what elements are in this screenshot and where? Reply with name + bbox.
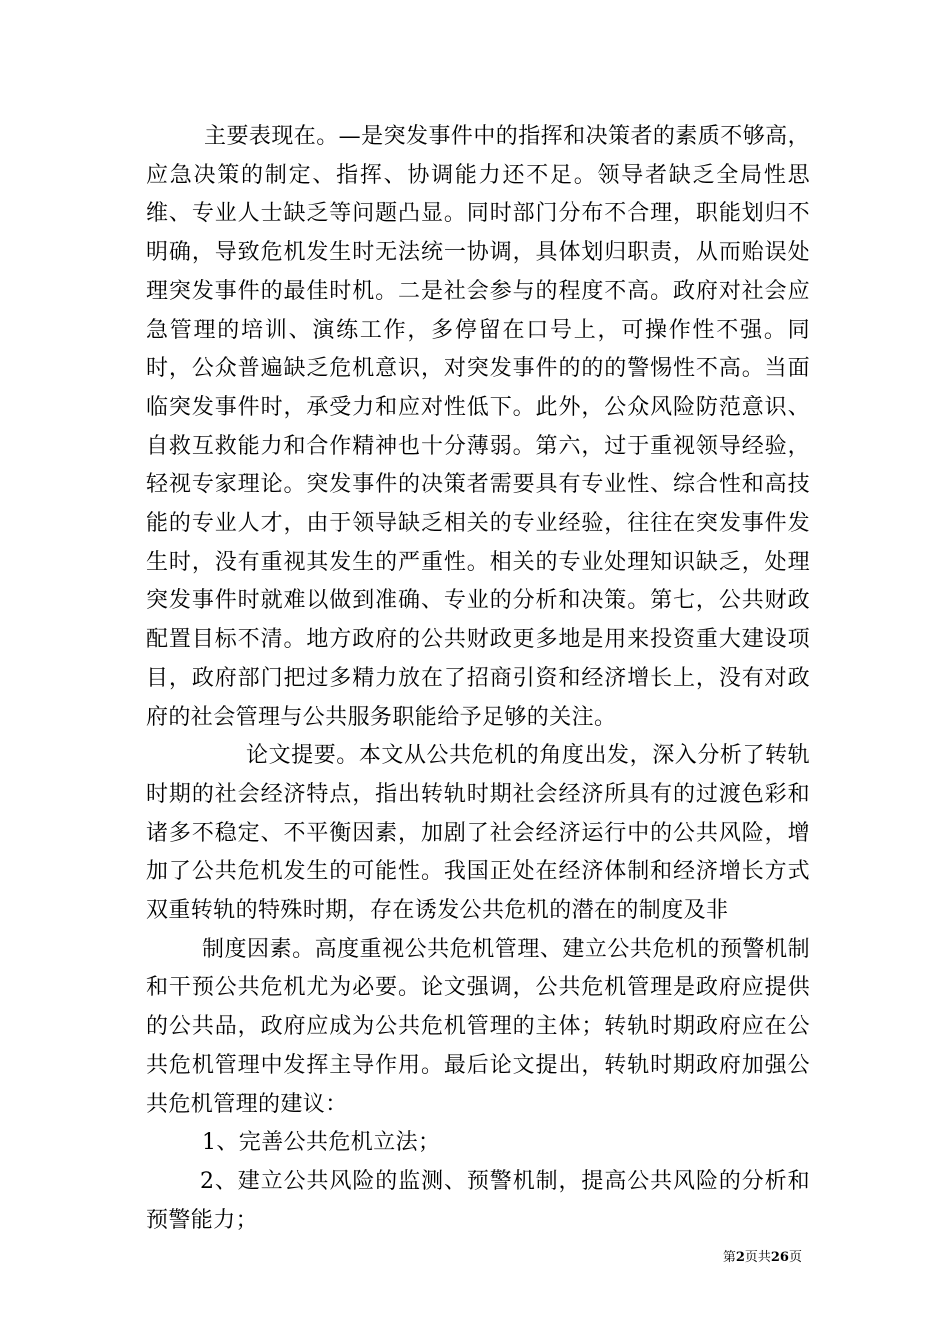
paragraph-crisis-problems: 主要表现在。—是突发事件中的指挥和决策者的素质不够高，应急决策的制定、指挥、协调能力还不足。领导者缺乏全局性思维、专业人士缺乏等问题凸显。同时部门分布不合理，职能划归不明确，导致危机发生时无法统一协调，具体划归职责，从而贻误处理突发事件的最佳时机。二是社会参与的程度不高。政府对社会应急管理的培训、演练工作，多停留在口号上，可操作性不强。同时，公众普遍缺乏危机意识，对突发事件的的的警惕性不高。当面临突发事件时，承受力和应对性低下。此外，公众风险防范意识、自救互救能力和合作精神也十分薄弱。第六，过于重视领导经验，轻视专家理论。突发事件的决策者需要具有专业性、综合性和高技能的专业人才，由于领导缺乏相关的专业经验，往往在突发事件发生时，没有重视其发生的严重性。相关的专业处理知识缺乏，处理突发事件时就难以做到准确、专业的分析和决策。第七，公共财政配置目标不清。地方政府的公共财政更多地是用来投资重大建设项目，政府部门把过多精力放在了招商引资和经济增长上，没有对政府的社会管理与公共服务职能给予足够的关注。 <box>146 124 810 730</box>
list-item-1: 1、完善公共危机立法； <box>202 1130 441 1156</box>
document-body <box>146 118 810 1240</box>
list-item-2: 2、建立公共风险的监测、预警机制，提高公共风险的分析和预警能力； <box>146 1168 810 1233</box>
paragraph-thesis-abstract: 论文提要。本文从公共危机的角度出发，深入分析了转轨时期的社会经济特点，指出转轨时期社会经济所具有的过渡色彩和诸多不稳定、不平衡因素，加剧了社会经济运行中的公共风险，增加了公共危机发生的可能性。我国正处在经济体制和经济增长方式双重转轨的特殊时期，存在诱发公共危机的潜在的制度及非 <box>146 743 810 924</box>
footer-current-page: 2 <box>735 1250 745 1265</box>
paragraph-institutional-factors: 制度因素。高度重视公共危机管理、建立公共危机的预警机制和干预公共危机尤为必要。论文强调，公共危机管理是政府应提供的公共品，政府应成为公共危机管理的主体；转轨时期政府应在公共危机管理中发挥主导作用。最后论文提出，转轨时期政府加强公共危机管理的建议： <box>146 936 810 1117</box>
footer-middle: 页共 <box>744 1250 771 1265</box>
page-footer <box>723 1250 802 1266</box>
footer-prefix: 第 <box>722 1250 736 1265</box>
footer-total-pages: 26 <box>770 1250 789 1265</box>
footer-suffix: 页 <box>788 1250 802 1265</box>
